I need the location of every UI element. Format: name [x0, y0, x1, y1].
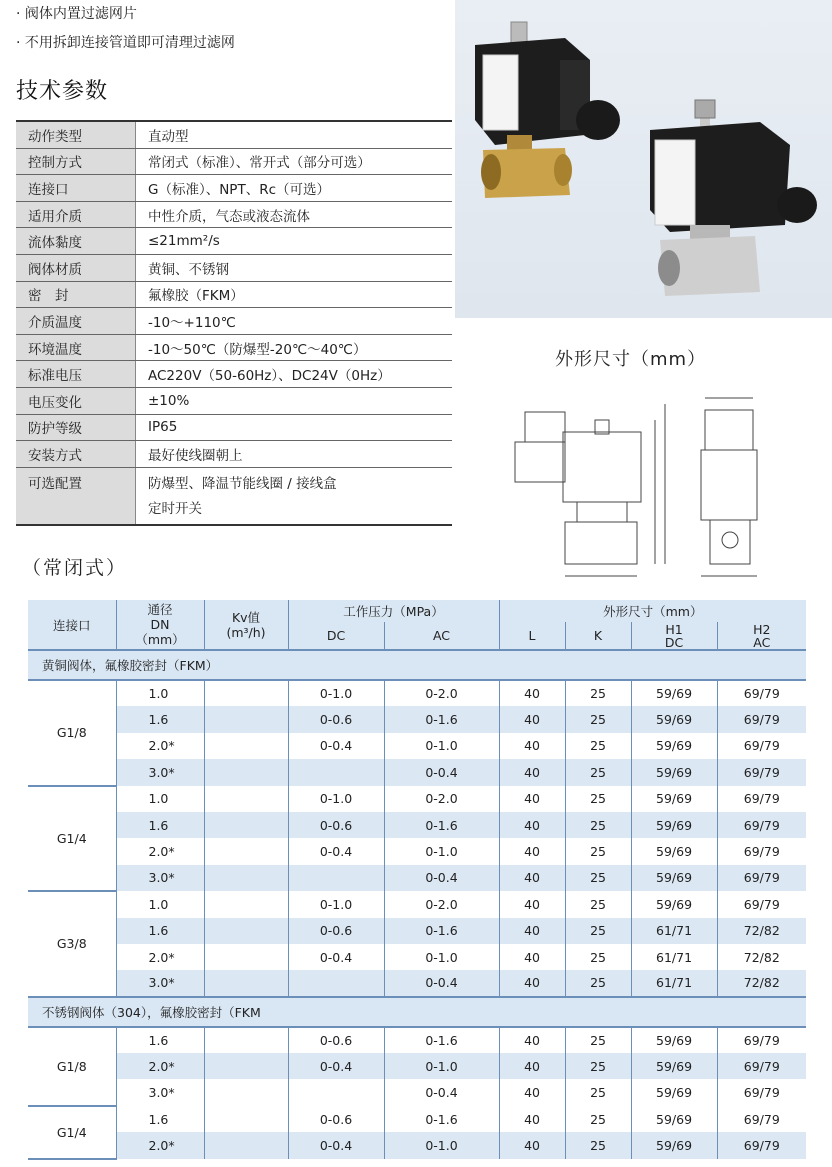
spec-value: G（标准）、NPT、Rc（可选）: [136, 175, 453, 202]
table-cell: [204, 1053, 288, 1079]
table-cell: 0-0.4: [288, 1132, 384, 1158]
table-cell: 1.6: [116, 1106, 204, 1132]
feature-list: [16, 0, 436, 58]
table-cell: 40: [499, 733, 565, 759]
table-cell: 0-0.4: [288, 733, 384, 759]
table-cell: 40: [499, 918, 565, 944]
table-cell: 0-0.4: [288, 1053, 384, 1079]
table-cell: 59/69: [631, 812, 717, 838]
spec-value: 防爆型、降温节能线圈 / 接线盒 定时开关: [136, 467, 453, 525]
table-cell: 2.0*: [116, 944, 204, 970]
spec-key: 电压变化: [16, 387, 136, 414]
header-pressure: 工作压力（MPa）: [288, 600, 499, 622]
table-cell: 69/79: [717, 865, 806, 891]
table-cell: 1.0: [116, 891, 204, 917]
table-cell: 25: [565, 733, 631, 759]
spec-key: 安装方式: [16, 441, 136, 468]
table-cell: 0-0.6: [288, 1027, 384, 1053]
table-cell: 72/82: [717, 970, 806, 996]
section-row: [28, 997, 806, 1027]
table-cell: 40: [499, 1079, 565, 1105]
table-cell: 69/79: [717, 706, 806, 732]
table-cell: 25: [565, 812, 631, 838]
table-cell: 0-1.0: [288, 786, 384, 812]
spec-table: [16, 120, 452, 526]
spec-value: 直动型: [136, 121, 453, 148]
table-cell: [288, 970, 384, 996]
table-row: [28, 706, 806, 732]
table-cell: 0-2.0: [384, 891, 499, 917]
table-cell: 0-1.6: [384, 918, 499, 944]
table-cell: 0-1.0: [384, 838, 499, 864]
table-cell: 0-0.6: [288, 706, 384, 732]
table-cell: 59/69: [631, 1053, 717, 1079]
table-cell: 0-0.4: [384, 865, 499, 891]
table-cell: 69/79: [717, 1132, 806, 1158]
table-cell: [204, 759, 288, 785]
table-cell: 69/79: [743, 1032, 780, 1048]
table-cell: 69/79: [743, 738, 780, 754]
table-cell: 69/79: [743, 791, 780, 807]
table-cell: 2.0*: [116, 1132, 204, 1158]
table-cell: 25: [565, 838, 631, 864]
spec-key: 动作类型: [16, 121, 136, 148]
table-cell: 61/71: [631, 918, 717, 944]
table-cell: 69/79: [743, 686, 780, 702]
table-row: [28, 1027, 806, 1053]
table-cell: 25: [565, 944, 631, 970]
table-cell: 1.6: [116, 812, 204, 838]
table-cell: 25: [565, 1079, 631, 1105]
table-cell: 0-1.6: [384, 706, 499, 732]
header-k: K: [565, 622, 631, 650]
solenoid-valve-image: [455, 0, 832, 318]
table-cell: 1.6: [116, 706, 204, 732]
table-row: [28, 918, 806, 944]
header-l: L: [499, 622, 565, 650]
table-cell: 40: [499, 1053, 565, 1079]
table-cell: 25: [565, 1053, 631, 1079]
table-cell: 40: [499, 865, 565, 891]
table-cell: 40: [499, 1132, 565, 1158]
spec-key: 流体黏度: [16, 228, 136, 255]
table-cell: 40: [499, 944, 565, 970]
table-cell: 40: [499, 1027, 565, 1053]
table-cell: 69/79: [743, 1111, 780, 1127]
table-row: [28, 759, 806, 785]
table-cell: 3.0*: [116, 759, 204, 785]
table-cell: 59/69: [631, 1132, 717, 1158]
table-cell: 69/79: [717, 759, 806, 785]
table-cell: 61/71: [631, 970, 717, 996]
connection-cell: G3/8: [28, 891, 116, 997]
table-cell: 40: [499, 891, 565, 917]
table-cell: 25: [565, 680, 631, 706]
spec-row: [16, 281, 452, 308]
normally-closed-title: （常闭式）: [22, 557, 128, 579]
table-row: [28, 786, 806, 812]
table-row: [28, 680, 806, 706]
table-cell: 59/69: [631, 1027, 717, 1053]
table-cell: 25: [565, 1027, 631, 1053]
table-cell: 59/69: [631, 786, 717, 812]
table-cell: 3.0*: [116, 970, 204, 996]
table-row: [28, 1079, 806, 1105]
section-title: 不锈钢阀体（304），氟橡胶密封（FKM: [28, 997, 806, 1027]
spec-row: [16, 121, 452, 148]
table-row: [28, 891, 806, 917]
feature-item: · 阀体内置过滤网片: [16, 6, 137, 22]
model-table: [28, 600, 806, 1160]
header-connection: 连接口: [28, 600, 116, 650]
table-cell: 59/69: [631, 1106, 717, 1132]
table-cell: [204, 1132, 288, 1158]
spec-row: [16, 148, 452, 175]
table-cell: 0-0.6: [288, 812, 384, 838]
table-cell: 1.0: [116, 680, 204, 706]
table-cell: 40: [499, 680, 565, 706]
spec-row: [16, 467, 452, 525]
table-cell: 0-0.4: [384, 1079, 499, 1105]
spec-row: [16, 308, 452, 335]
table-cell: [204, 1027, 288, 1053]
table-cell: 61/71: [631, 944, 717, 970]
table-cell: 59/69: [631, 1079, 717, 1105]
table-cell: [204, 812, 288, 838]
spec-value: IP65: [136, 414, 453, 441]
table-cell: [204, 944, 288, 970]
header-kv: Kv值 (m³/h): [204, 600, 288, 650]
table-cell: 40: [499, 706, 565, 732]
spec-row: [16, 175, 452, 202]
table-cell: 72/82: [743, 949, 780, 965]
spec-key: 控制方式: [16, 148, 136, 175]
spec-key: 阀体材质: [16, 254, 136, 281]
table-cell: 25: [565, 918, 631, 944]
spec-value: -10～+110℃: [136, 308, 453, 335]
table-cell: [204, 918, 288, 944]
spec-row: [16, 334, 452, 361]
table-cell: [204, 786, 288, 812]
spec-key: 环境温度: [16, 334, 136, 361]
spec-value: 黄铜、不锈钢: [136, 254, 453, 281]
table-cell: 0-1.6: [384, 1027, 499, 1053]
header-ac: AC: [384, 622, 499, 650]
table-cell: [204, 706, 288, 732]
table-cell: 0-0.4: [288, 838, 384, 864]
table-cell: [204, 865, 288, 891]
table-cell: 0-1.0: [384, 733, 499, 759]
table-cell: 59/69: [631, 706, 717, 732]
table-cell: 40: [499, 838, 565, 864]
table-cell: 59/69: [631, 733, 717, 759]
section-title: 黄铜阀体，氟橡胶密封（FKM）: [28, 650, 806, 680]
connection-cell: G1/8: [28, 680, 116, 786]
spec-value: ±10%: [136, 387, 453, 414]
table-cell: 69/79: [743, 1085, 780, 1101]
table-cell: 59/69: [631, 865, 717, 891]
table-cell: 3.0*: [116, 1079, 204, 1105]
header-h2: H2 AC: [717, 622, 806, 650]
table-row: [28, 1053, 806, 1079]
table-cell: 0-1.0: [288, 680, 384, 706]
table-cell: 0-1.0: [384, 944, 499, 970]
table-cell: 69/79: [717, 1053, 806, 1079]
table-cell: 25: [565, 1106, 631, 1132]
table-row: [28, 838, 806, 864]
table-cell: 59/69: [631, 891, 717, 917]
table-cell: 59/69: [631, 759, 717, 785]
table-row: [28, 944, 806, 970]
table-cell: [204, 680, 288, 706]
table-row: [28, 812, 806, 838]
table-cell: 0-1.0: [384, 1053, 499, 1079]
header-dn: 通径 DN （mm）: [116, 600, 204, 650]
table-cell: 72/82: [717, 918, 806, 944]
table-cell: 2.0*: [116, 1053, 204, 1079]
table-cell: 40: [499, 970, 565, 996]
table-cell: 25: [565, 891, 631, 917]
table-cell: 40: [499, 759, 565, 785]
table-cell: 25: [565, 970, 631, 996]
spec-value: -10～50℃（防爆型-20℃～40℃）: [136, 334, 453, 361]
table-cell: 0-1.0: [384, 1132, 499, 1158]
spec-value: ≤21mm²/s: [136, 228, 453, 255]
spec-row: [16, 201, 452, 228]
table-cell: 59/69: [631, 680, 717, 706]
table-cell: 0-0.4: [288, 944, 384, 970]
table-cell: 40: [499, 812, 565, 838]
table-cell: 0-1.6: [384, 812, 499, 838]
table-cell: 25: [565, 786, 631, 812]
table-cell: 25: [565, 706, 631, 732]
table-cell: 0-1.6: [384, 1106, 499, 1132]
table-cell: [204, 1106, 288, 1132]
table-cell: 25: [565, 759, 631, 785]
table-cell: 25: [565, 1132, 631, 1158]
table-cell: 0-0.6: [288, 918, 384, 944]
table-cell: 1.6: [116, 918, 204, 944]
table-cell: 0-2.0: [384, 786, 499, 812]
table-cell: [204, 891, 288, 917]
header-dc: DC: [288, 622, 384, 650]
table-cell: 3.0*: [116, 865, 204, 891]
section-row: [28, 650, 806, 680]
table-cell: 2.0*: [116, 838, 204, 864]
header-dimensions: 外形尺寸（mm）: [499, 600, 806, 622]
spec-row: [16, 441, 452, 468]
spec-key: 介质温度: [16, 308, 136, 335]
table-cell: 40: [499, 786, 565, 812]
spec-row: [16, 361, 452, 388]
tech-params-title: 技术参数: [16, 79, 109, 104]
table-cell: 0-0.4: [384, 970, 499, 996]
table-cell: 2.0*: [116, 733, 204, 759]
connection-cell: G1/8: [28, 1027, 116, 1106]
product-photo: [455, 0, 832, 318]
table-cell: 40: [499, 1106, 565, 1132]
spec-key: 连接口: [16, 175, 136, 202]
spec-key: 密 封: [16, 281, 136, 308]
feature-item: · 不用拆卸连接管道即可清理过滤网: [16, 35, 235, 51]
connection-cell: G1/4: [28, 1106, 116, 1159]
table-cell: [204, 733, 288, 759]
spec-row: [16, 387, 452, 414]
spec-row: [16, 414, 452, 441]
table-cell: 69/79: [743, 896, 780, 912]
table-cell: 1.0: [116, 786, 204, 812]
table-row: [28, 733, 806, 759]
spec-value: 常闭式（标准）、常开式（部分可选）: [136, 148, 453, 175]
table-cell: [204, 1079, 288, 1105]
connection-cell: G1/4: [28, 786, 116, 892]
spec-key: 适用介质: [16, 201, 136, 228]
table-cell: 25: [565, 865, 631, 891]
spec-key: 可选配置: [16, 467, 136, 525]
table-cell: 69/79: [717, 812, 806, 838]
dimension-drawing: [505, 390, 775, 590]
table-cell: [288, 865, 384, 891]
spec-value: 最好使线圈朝上: [136, 441, 453, 468]
header-h1: H1 DC: [631, 622, 717, 650]
table-row: [28, 865, 806, 891]
table-cell: 0-0.4: [384, 759, 499, 785]
spec-value: AC220V（50-60Hz）、DC24V（0Hz）: [136, 361, 453, 388]
table-cell: 0-0.6: [288, 1106, 384, 1132]
table-row: [28, 1106, 806, 1132]
spec-key: 标准电压: [16, 361, 136, 388]
spec-key: 防护等级: [16, 414, 136, 441]
table-cell: 0-2.0: [384, 680, 499, 706]
table-cell: [288, 759, 384, 785]
table-cell: 59/69: [631, 838, 717, 864]
table-cell: 0-1.0: [288, 891, 384, 917]
table-cell: [204, 838, 288, 864]
table-cell: 69/79: [743, 844, 780, 860]
table-row: [28, 1132, 806, 1158]
spec-value: 中性介质，气态或液态流体: [136, 201, 453, 228]
spec-row: [16, 228, 452, 255]
table-cell: [204, 970, 288, 996]
table-cell: [288, 1079, 384, 1105]
table-cell: 1.6: [116, 1027, 204, 1053]
dimension-title: 外形尺寸（mm）: [555, 349, 707, 370]
table-row: [28, 970, 806, 996]
spec-value: 氟橡胶（FKM）: [136, 281, 453, 308]
spec-row: [16, 254, 452, 281]
